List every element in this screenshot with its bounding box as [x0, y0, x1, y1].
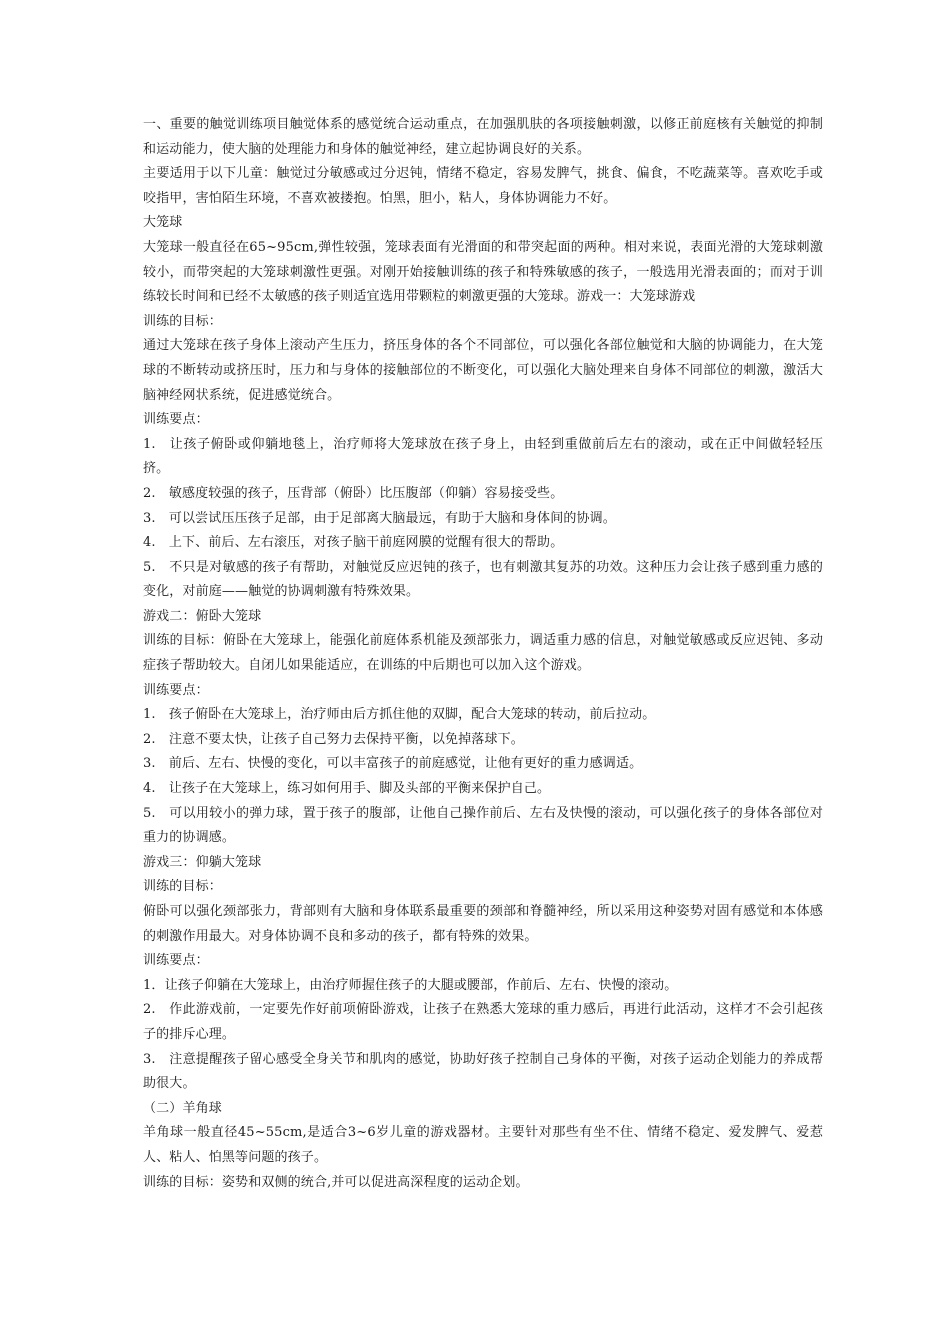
list-item: 5. 不只是对敏感的孩子有帮助，对触觉反应迟钝的孩子，也有刺激其复苏的功效。这种压力会让孩子感到重力感的变化，对前庭——触觉的协调刺激有特殊效果。 [143, 559, 823, 600]
training-goal-label: 训练的目标： [143, 879, 222, 895]
intro-paragraph: 一、重要的触觉训练项目触觉体系的感觉统合运动重点，在加强肌肤的各项接触刺激，以修正前庭核有关触觉的抑制和运动能力，使大脑的处理能力和身体的触觉神经，建立起协调良好的关系。 [143, 117, 823, 157]
big-ball-description: 大笼球一般直径在65~95cm,弹性较强，笼球表面有光滑面的和带突起面的两种。相对来说，表面光滑的大笼球刺激较小，而带突起的大笼球刺激性更强。对刚开始接触训练的孩子和特殊敏感的孩子，一般选用光滑表面的；而对于训练较长时间和已经不太敏感的孩子则适宜选用带颗粒的刺激更强的大笼球。游戏一：大笼球游戏 [143, 239, 823, 305]
list-item: 4. 让孩子在大笼球上，练习如何用手、脚及头部的平衡来保护自己。 [143, 781, 551, 797]
horn-ball-description: 羊角球一般直径45~55cm,是适合3~6岁儿童的游戏器材。主要针对那些有坐不住、情绪不稳定、爱发脾气、爱惹人、粘人、怕黑等问题的孩子。 [143, 1125, 823, 1165]
game-two-heading: 游戏二：俯卧大笼球 [143, 608, 262, 624]
list-item: 3. 注意提醒孩子留心感受全身关节和肌肉的感觉，协助好孩子控制自己身体的平衡，对孩子运动企划能力的养成帮助很大。 [143, 1051, 823, 1092]
list-item: 4. 上下、前后、左右滚压，对孩子脑干前庭网膜的觉醒有很大的帮助。 [143, 535, 564, 551]
training-goal-text: 通过大笼球在孩子身体上滚动产生压力，挤压身体的各个不同部位，可以强化各部位触觉和大脑的协调能力，在大笼球的不断转动或挤压时，压力和与身体的接触部位的不断变化，可以强化大脑处理来自身体不同部位的刺激，激活大脑神经网状系统，促进感觉统合。 [143, 338, 823, 403]
list-item: 2. 敏感度较强的孩子，压背部（俯卧）比压腹部（仰躺）容易接受些。 [143, 485, 564, 501]
list-item: 1. 让孩子俯卧或仰躺地毯上，治疗师将大笼球放在孩子身上，由轻到重做前后左右的滚动，或在正中间做轻轻压挤。 [143, 436, 823, 477]
list-item: 1. 孩子俯卧在大笼球上，治疗师由后方抓住他的双脚，配合大笼球的转动，前后拉动。 [143, 707, 656, 723]
list-item: 5. 可以用较小的弹力球，置于孩子的腹部，让他自己操作前后、左右及快慢的滚动，可以强化孩子的身体各部位对重力的协调感。 [143, 805, 823, 846]
section-heading-horn-ball: （二）羊角球 [143, 1100, 222, 1116]
training-goal-label: 训练的目标： [143, 313, 222, 329]
game-two-goal: 训练的目标：俯卧在大笼球上，能强化前庭体系机能及颈部张力，调适重力感的信息，对触觉敏感或反应迟钝、多动症孩子帮助较大。自闭儿如果能适应，在训练的中后期也可以加入这个游戏。 [143, 633, 823, 674]
game-three-goal-text: 俯卧可以强化颈部张力，背部则有大脑和身体联系最重要的颈部和脊髓神经，所以采用这种姿势对固有感觉和本体感的刺激作用最大。对身体协调不良和多动的孩子，都有特殊的效果。 [143, 904, 823, 944]
applicable-children-paragraph: 主要适用于以下儿童：触觉过分敏感或过分迟钝，情绪不稳定，容易发脾气，挑食、偏食，不吃蔬菜等。喜欢吃手或咬指甲，害怕陌生环境，不喜欢被搂抱。怕黑，胆小，粘人，身体协调能力不好。 [143, 166, 823, 206]
training-points-label: 训练要点： [143, 412, 209, 428]
training-points-label: 训练要点： [143, 953, 209, 969]
training-points-label: 训练要点： [143, 682, 209, 698]
list-item: 2. 作此游戏前，一定要先作好前项俯卧游戏，让孩子在熟悉大笼球的重力感后，再进行此活动，这样才不会引起孩子的排斥心理。 [143, 1002, 823, 1042]
game-three-heading: 游戏三：仰躺大笼球 [143, 854, 262, 870]
document-body [143, 113, 823, 1195]
list-item: 3. 前后、左右、快慢的变化，可以丰富孩子的前庭感觉，让他有更好的重力感调适。 [143, 756, 643, 772]
list-item: 3. 可以尝试压压孩子足部，由于足部离大脑最远，有助于大脑和身体间的协调。 [143, 510, 616, 526]
list-item: 1．让孩子仰躺在大笼球上，由治疗师握住孩子的大腿或腰部，作前后、左右、快慢的滚动。 [143, 977, 678, 993]
horn-ball-goal: 训练的目标：姿势和双侧的统合,并可以促进高深程度的运动企划。 [143, 1174, 529, 1190]
section-heading-big-ball: 大笼球 [143, 215, 183, 231]
list-item: 2. 注意不要太快，让孩子自己努力去保持平衡，以免掉落球下。 [143, 731, 524, 747]
